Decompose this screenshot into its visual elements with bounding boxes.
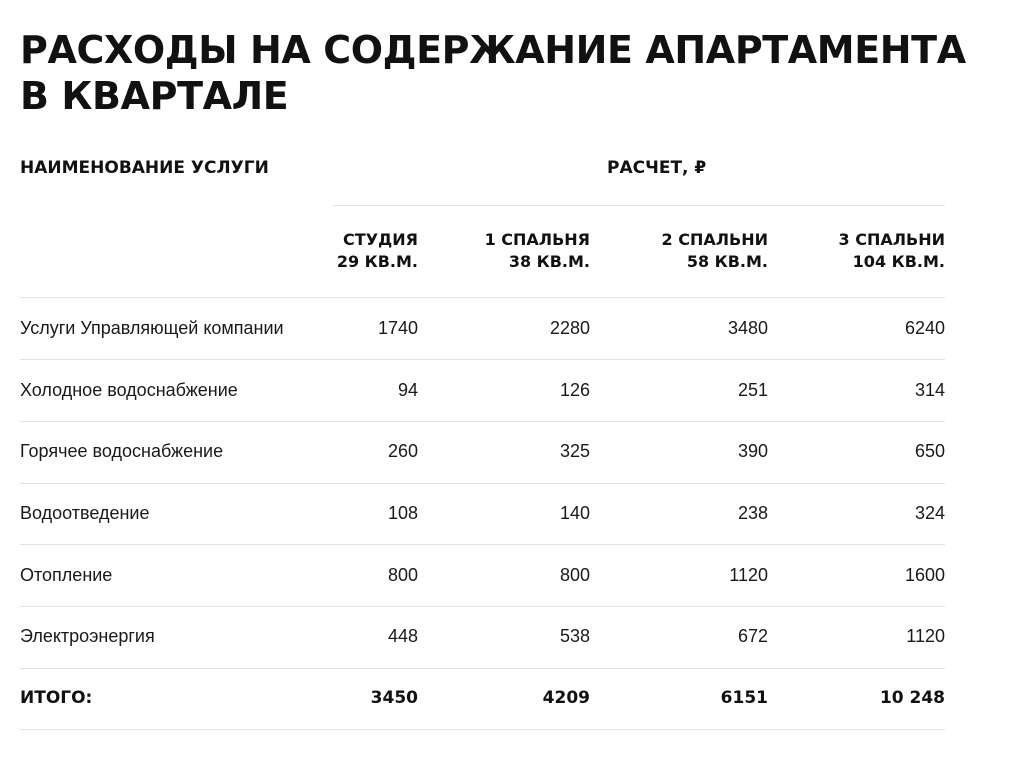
value-1-bedroom: 538 xyxy=(559,626,590,646)
value-studio: 260 xyxy=(387,441,418,461)
value-1-bedroom: 800 xyxy=(559,565,590,585)
service-name: Услуги Управляющей компании xyxy=(20,318,284,338)
table-row xyxy=(0,313,1024,343)
total-row xyxy=(0,683,1024,713)
column-header-1-bedroom xyxy=(485,229,590,273)
value-studio: 108 xyxy=(387,503,418,523)
value-studio: 94 xyxy=(397,380,418,400)
total-3-bedroom: 10 248 xyxy=(879,688,945,708)
calculation-header: РАСЧЕТ, ₽ xyxy=(607,158,707,178)
column-header-studio-type: СТУДИЯ xyxy=(343,230,418,249)
value-3-bedroom: 314 xyxy=(914,380,945,400)
service-name-header: НАИМЕНОВАНИЕ УСЛУГИ xyxy=(20,158,269,178)
total-2-bedroom: 6151 xyxy=(720,688,768,708)
column-header-2-bedroom-area: 58 КВ.М. xyxy=(686,252,768,271)
service-name: Горячее водоснабжение xyxy=(20,441,224,461)
row-divider xyxy=(20,544,945,545)
total-label: ИТОГО: xyxy=(20,688,93,708)
value-3-bedroom: 1120 xyxy=(906,626,945,646)
value-3-bedroom: 6240 xyxy=(904,318,945,338)
row-divider xyxy=(20,729,945,730)
value-3-bedroom: 324 xyxy=(914,503,945,523)
service-name: Холодное водоснабжение xyxy=(20,380,238,400)
column-header-studio xyxy=(337,229,418,273)
header-divider xyxy=(333,205,945,206)
column-header-2-bedroom xyxy=(662,229,768,273)
value-2-bedroom: 1120 xyxy=(729,565,768,585)
row-divider xyxy=(20,297,945,298)
value-1-bedroom: 126 xyxy=(559,380,590,400)
table-row xyxy=(0,621,1024,651)
row-divider xyxy=(20,483,945,484)
total-studio: 3450 xyxy=(370,688,418,708)
row-divider xyxy=(20,359,945,360)
column-header-3-bedroom xyxy=(839,229,945,273)
column-header-3-bedroom-type: 3 СПАЛЬНИ xyxy=(838,230,945,249)
column-header-studio-area: 29 КВ.М. xyxy=(336,252,418,271)
page-title-line-2: В КВАРТАЛЕ xyxy=(20,74,289,118)
value-2-bedroom: 238 xyxy=(737,503,768,523)
value-1-bedroom: 325 xyxy=(559,441,590,461)
column-header-1-bedroom-area: 38 КВ.М. xyxy=(508,252,590,271)
value-2-bedroom: 251 xyxy=(737,380,768,400)
row-divider xyxy=(20,668,945,669)
row-divider xyxy=(20,606,945,607)
column-header-1-bedroom-type: 1 СПАЛЬНЯ xyxy=(484,230,590,249)
value-studio: 800 xyxy=(387,565,418,585)
value-3-bedroom: 1600 xyxy=(904,565,945,585)
service-name: Отопление xyxy=(20,565,113,585)
total-1-bedroom: 4209 xyxy=(542,688,590,708)
table-row xyxy=(0,436,1024,466)
column-header-3-bedroom-area: 104 КВ.М. xyxy=(852,252,945,271)
value-2-bedroom: 3480 xyxy=(727,318,768,338)
row-divider xyxy=(20,421,945,422)
column-header-2-bedroom-type: 2 СПАЛЬНИ xyxy=(661,230,768,249)
service-name: Электроэнергия xyxy=(20,626,155,646)
value-1-bedroom: 2280 xyxy=(549,318,590,338)
page-title-line-1: РАСХОДЫ НА СОДЕРЖАНИЕ АПАРТАМЕНТА xyxy=(20,28,966,72)
value-studio: 448 xyxy=(387,626,418,646)
page-title xyxy=(20,27,1000,119)
value-2-bedroom: 390 xyxy=(737,441,768,461)
value-1-bedroom: 140 xyxy=(559,503,590,523)
value-studio: 1740 xyxy=(377,318,418,338)
table-row xyxy=(0,560,1024,590)
value-3-bedroom: 650 xyxy=(914,441,945,461)
table-row xyxy=(0,375,1024,405)
service-name: Водоотведение xyxy=(20,503,150,523)
value-2-bedroom: 672 xyxy=(737,626,768,646)
table-row xyxy=(0,498,1024,528)
